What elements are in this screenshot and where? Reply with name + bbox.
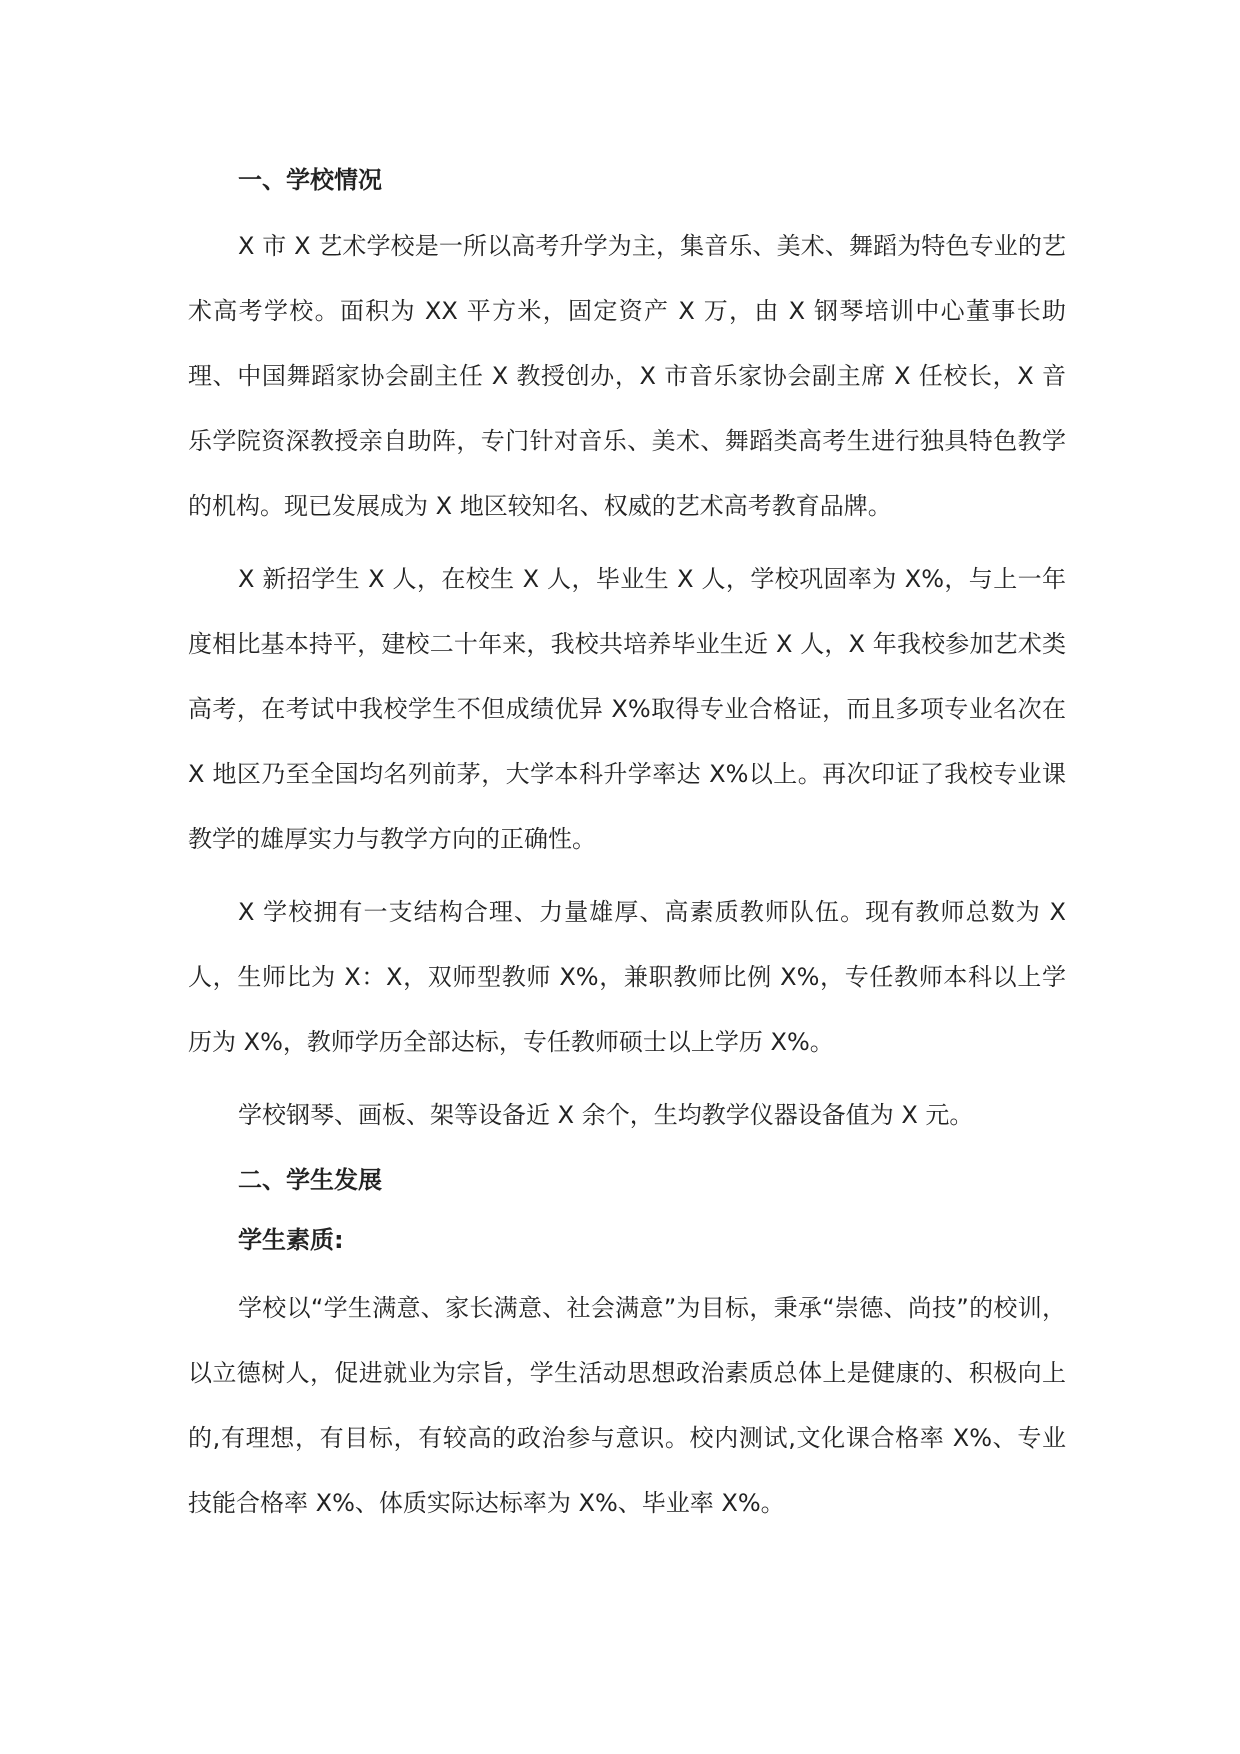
paragraph-school-intro: X 市 X 艺术学校是一所以高考升学为主，集音乐、美术、舞蹈为特色专业的艺术高考学校。面积为 XX 平方米，固定资产 X 万，由 X 钢琴培训中心董事长助理、中国舞蹈家协会副主任 X 教授创办，X 市音乐家协会副主席 X 任校长，X 音乐学院资深教授亲自助阵，专门针对音乐、美术、舞蹈类高考生进行独具特色教学的机构。现已发展成为 X 地区较知名、权威的艺术高考教育品牌。 xyxy=(188,232,1066,520)
paragraph-teachers: X 学校拥有一支结构合理、力量雄厚、高素质教师队伍。现有教师总数为 X 人，生师比为 X：X，双师型教师 X%，兼职教师比例 X%，专任教师本科以上学历为 X%，教师学历全部达标，专任教师硕士以上学历 X%。 xyxy=(188,898,1066,1056)
paragraph-student-quality: 学校以“学生满意、家长满意、社会满意”为目标，秉承“崇德、尚技”的校训，以立德树人，促进就业为宗旨，学生活动思想政治素质总体上是健康的、积极向上的,有理想，有目标，有较高的政治参与意识。校内测试,文化课合格率 X%、专业技能合格率 X%、体质实际达标率为 X%、毕业率 X%。 xyxy=(188,1294,1066,1517)
subheading-student-quality: 学生素质: xyxy=(238,1226,344,1254)
section-heading-student-development: 二、学生发展 xyxy=(238,1166,382,1194)
paragraph-enrollment: X 新招学生 X 人，在校生 X 人，毕业生 X 人，学校巩固率为 X%，与上一年度相比基本持平，建校二十年来，我校共培养毕业生近 X 人，X 年我校参加艺术类高考，在考试中我校学生不但成绩优异 X%取得专业合格证，而且多项专业名次在 X 地区乃至全国均名列前茅，大学本科升学率达 X%以上。再次印证了我校专业课教学的雄厚实力与教学方向的正确性。 xyxy=(188,565,1066,853)
paragraph-equipment: 学校钢琴、画板、架等设备近 X 余个，生均教学仪器设备值为 X 元。 xyxy=(238,1101,974,1129)
section-heading-school: 一、学校情况 xyxy=(238,166,382,194)
document-page xyxy=(188,156,1066,1536)
